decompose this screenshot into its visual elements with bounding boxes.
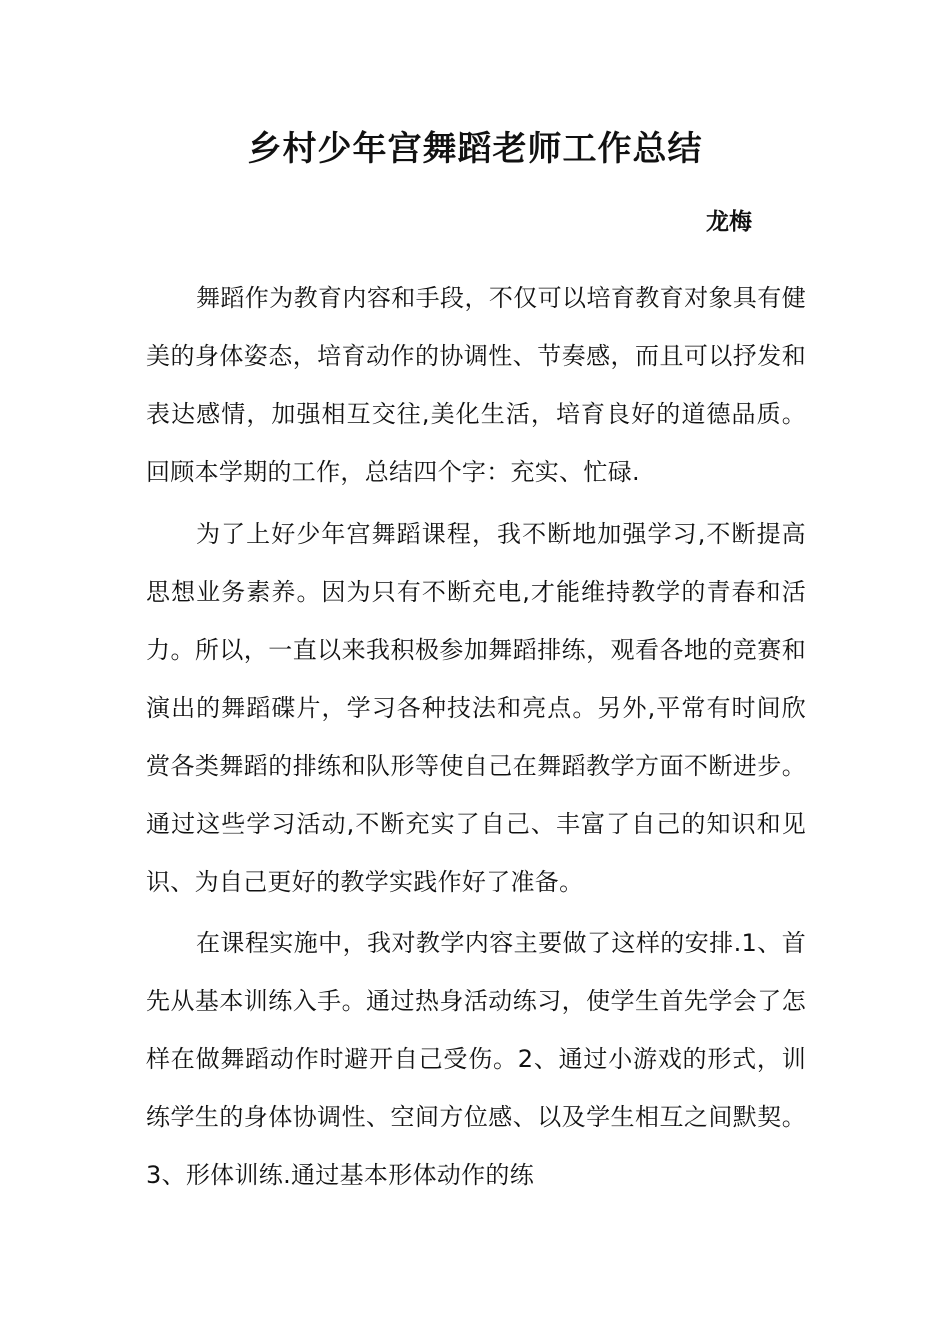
paragraph-block xyxy=(146,269,806,501)
paragraph: 舞蹈作为教育内容和手段，不仅可以培育教育对象具有健美的身体姿态，培育动作的协调性、节奏感，而且可以抒发和表达感情，加强相互交往,美化生活，培育良好的道德品质。回顾本学期的工作，总结四个字：充实、忙碌. xyxy=(146,284,806,486)
document-author: 龙梅 xyxy=(706,208,752,235)
paragraph-block xyxy=(146,914,806,1204)
paragraph: 在课程实施中，我对教学内容主要做了这样的安排.1、首先从基本训练入手。通过热身活动练习，使学生首先学会了怎样在做舞蹈动作时避开自己受伤。2、通过小游戏的形式，训练学生的身体协调性、空间方位感、以及学生相互之间默契。3、形体训练.通过基本形体动作的练 xyxy=(146,929,806,1189)
paragraph: 为了上好少年宫舞蹈课程，我不断地加强学习,不断提高思想业务素养。因为只有不断充电,才能维持教学的青春和活力。所以，一直以来我积极参加舞蹈排练，观看各地的竞赛和演出的舞蹈碟片，学习各种技法和亮点。另外,平常有时间欣赏各类舞蹈的排练和队形等使自己在舞蹈教学方面不断进步。通过这些学习活动,不断充实了自己、丰富了自己的知识和见识、为自己更好的教学实践作好了准备。 xyxy=(146,520,806,896)
document-title: 乡村少年宫舞蹈老师工作总结 xyxy=(247,129,703,169)
paragraph-block xyxy=(146,505,806,911)
